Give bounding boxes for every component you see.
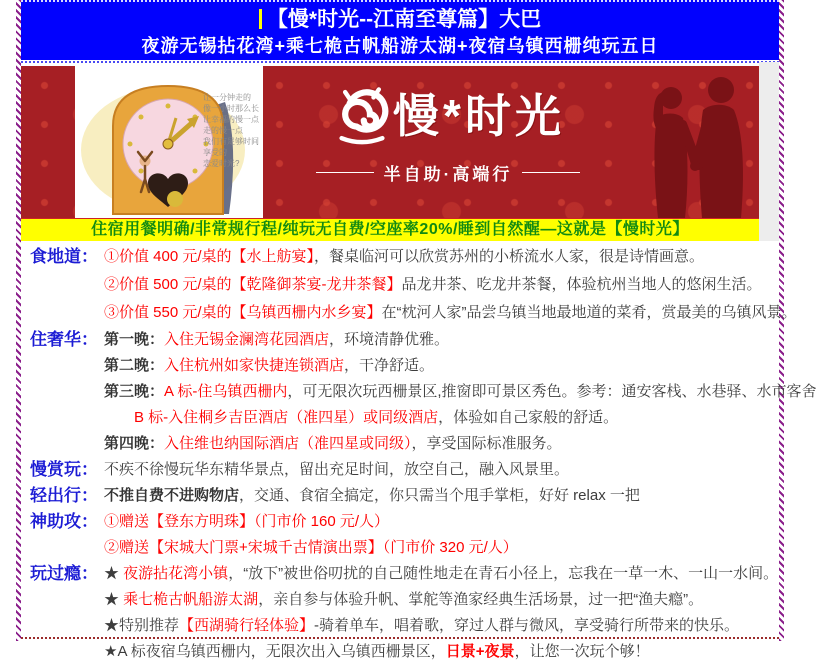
text-segment: 品龙井茶、吃龙井茶餐，体验杭州当地人的悠闲生活。 bbox=[401, 276, 762, 293]
text-segment: ②赠送【宋城大门票+宋城千古情演出票】（门市价 320 元/人） bbox=[104, 539, 518, 556]
text-segment: ，亲自参与体验升帆、掌舵等渔家经典生活场景，过一把“渔夫瘾”。 bbox=[258, 591, 704, 608]
detail-line bbox=[104, 327, 817, 353]
detail-line bbox=[104, 299, 797, 327]
text-segment: 第二晚： bbox=[104, 357, 165, 374]
detail-line bbox=[104, 587, 779, 613]
text-segment: -骑着单车，唱着歌，穿过人群与微风，享受骑行所带来的快乐。 bbox=[314, 617, 740, 634]
text-segment: ，餐桌临河可以欣赏苏州的小桥流水人家，很是诗情画意。 bbox=[314, 248, 705, 265]
detail-line bbox=[104, 431, 817, 457]
text-segment: ★ bbox=[104, 591, 124, 608]
brand-logo-text: 慢*时光 bbox=[393, 90, 565, 142]
detail-line bbox=[104, 457, 779, 483]
promo-banner bbox=[21, 66, 759, 218]
tagline-text: 半自助·高端行 bbox=[383, 165, 513, 184]
text-segment: 在“枕河人家”品尝乌镇当地最地道的菜肴，赏最美的乌镇风景。 bbox=[381, 304, 797, 321]
section-bonus bbox=[30, 509, 779, 561]
text-segment: ，交通、食宿全搞定，你只需当个甩手掌柜，好好 relax 一把 bbox=[239, 487, 640, 504]
text-segment: ，环境清静优雅。 bbox=[329, 331, 450, 348]
text-segment: ③价值 550 元/桌的【乌镇西栅内水乡宴】 bbox=[104, 304, 382, 321]
section-body bbox=[104, 561, 779, 665]
page-subtitle: 夜游无锡拈花湾+乘七桅古帆船游太湖+夜宿乌镇西栅纯玩五日 bbox=[141, 36, 659, 56]
text-segment: ，享受国际标准服务。 bbox=[411, 435, 562, 452]
note-line: 像一小时那么长 bbox=[203, 104, 259, 113]
detail-line bbox=[104, 535, 779, 561]
title-line-1 bbox=[21, 6, 779, 33]
text-segment: 第三晚： bbox=[104, 383, 165, 400]
section-hotels bbox=[30, 327, 817, 457]
text-segment: 日景+夜景 bbox=[445, 643, 515, 660]
text-segment: 【西湖骑行轻体验】 bbox=[179, 617, 315, 634]
snail-swirl-icon bbox=[331, 85, 393, 147]
text-segment: ，干净舒适。 bbox=[344, 357, 435, 374]
section-body bbox=[104, 327, 817, 457]
text-segment: ★A 标夜宿乌镇西栅内，无限次出入乌镇西栅景区， bbox=[104, 643, 446, 660]
note-line: 让一分钟走的 bbox=[203, 93, 251, 102]
text-segment: A 标-住乌镇西栅内 bbox=[164, 383, 288, 400]
detail-line bbox=[104, 271, 797, 299]
note-line: 走的慢一点 bbox=[203, 126, 243, 135]
text-segment: 入住杭州如家快捷连锁酒店 bbox=[164, 357, 345, 374]
section-dining bbox=[30, 243, 797, 327]
detail-line bbox=[104, 509, 779, 535]
section-body bbox=[104, 509, 779, 561]
section-label: 住奢华： bbox=[30, 330, 98, 349]
text-segment: ★特别推荐 bbox=[104, 617, 180, 634]
page-title: 【慢*时光--江南至尊篇】大巴 bbox=[266, 8, 542, 31]
note-line: 我们有足够时间 bbox=[203, 137, 259, 146]
detail-line bbox=[104, 243, 797, 271]
brand-logo-block bbox=[273, 84, 623, 185]
section-label: 玩过瘾： bbox=[30, 564, 98, 583]
text-segment: 不疾不徐慢玩华东精华景点，留出充足时间，放空自己，融入风景里。 bbox=[104, 461, 570, 478]
note-line: 恋爱时光? bbox=[203, 159, 240, 168]
section-fun bbox=[30, 561, 779, 665]
detail-line bbox=[104, 405, 817, 431]
section-label: 神助攻： bbox=[30, 512, 98, 531]
detail-line bbox=[104, 561, 779, 587]
text-segment: ，可无限次玩西栅景区,推窗即可景区秀色。参考：通安客栈、水巷驿、水市客舍 bbox=[287, 383, 817, 400]
text-segment: ①赠送【登东方明珠】（门市价 160 元/人） bbox=[104, 513, 390, 530]
text-segment: ，体验如自己家般的舒适。 bbox=[438, 409, 619, 426]
section-body bbox=[104, 457, 779, 483]
couple-holding-hands-silhouette bbox=[633, 72, 755, 218]
title-header bbox=[21, 0, 779, 60]
section-label: 食地道： bbox=[30, 247, 98, 266]
text-segment: 第一晚： bbox=[104, 331, 165, 348]
note-line: 享受的 bbox=[203, 148, 227, 157]
handwritten-note bbox=[203, 92, 263, 169]
text-segment: 第四晚： bbox=[104, 435, 165, 452]
text-segment: 入住维也纳国际酒店（准四星或同级） bbox=[164, 435, 412, 452]
section-label: 慢赏玩： bbox=[30, 460, 98, 479]
text-segment: 入住无锡金澜湾花园酒店 bbox=[164, 331, 330, 348]
detail-line bbox=[104, 379, 817, 405]
detail-line bbox=[104, 483, 779, 509]
text-segment: 乘七桅古帆船游太湖 bbox=[123, 591, 259, 608]
tagline-rule-left bbox=[316, 172, 374, 173]
text-segment: ②价值 500 元/桌的【乾隆御茶宴-龙井茶餐】 bbox=[104, 276, 402, 293]
section-sightseeing bbox=[30, 457, 779, 483]
banner-right-gutter bbox=[759, 62, 779, 241]
detail-line bbox=[104, 639, 779, 665]
dotted-separator bbox=[21, 61, 779, 63]
brand-tagline bbox=[273, 160, 623, 185]
bottom-dotted-rule bbox=[21, 637, 779, 639]
selling-points-bar: 住宿用餐明确/非常规行程/纯玩无自费/空座率20%/睡到自然醒—这就是【慢时光】 bbox=[21, 218, 759, 241]
note-line: 让幸福的慢一点 bbox=[203, 115, 259, 124]
tour-details bbox=[21, 241, 817, 660]
text-segment: 不推自费不进购物店 bbox=[104, 487, 240, 504]
text-segment: ，让您一次玩个够！ bbox=[514, 643, 650, 660]
section-label: 轻出行： bbox=[30, 486, 98, 505]
text-segment: B 标-入住桐乡吉臣酒店（准四星）或同级酒店 bbox=[134, 409, 439, 426]
section-body bbox=[104, 483, 779, 509]
detail-line bbox=[104, 613, 779, 639]
section-easy-travel bbox=[30, 483, 779, 509]
text-cursor-bar bbox=[259, 9, 262, 29]
tagline-rule-right bbox=[522, 172, 580, 173]
detail-line bbox=[104, 353, 817, 379]
text-segment: ①价值 400 元/桌的【水上舫宴】 bbox=[104, 248, 315, 265]
text-segment: ★ bbox=[104, 565, 124, 582]
text-segment: 夜游拈花湾小镇 bbox=[123, 565, 229, 582]
text-segment: ，“放下”被世俗叨扰的自己随性地走在青石小径上，忘我在一草一木、一山一水间。 bbox=[228, 565, 779, 582]
clock-illustration bbox=[75, 66, 263, 218]
section-body bbox=[104, 243, 797, 327]
